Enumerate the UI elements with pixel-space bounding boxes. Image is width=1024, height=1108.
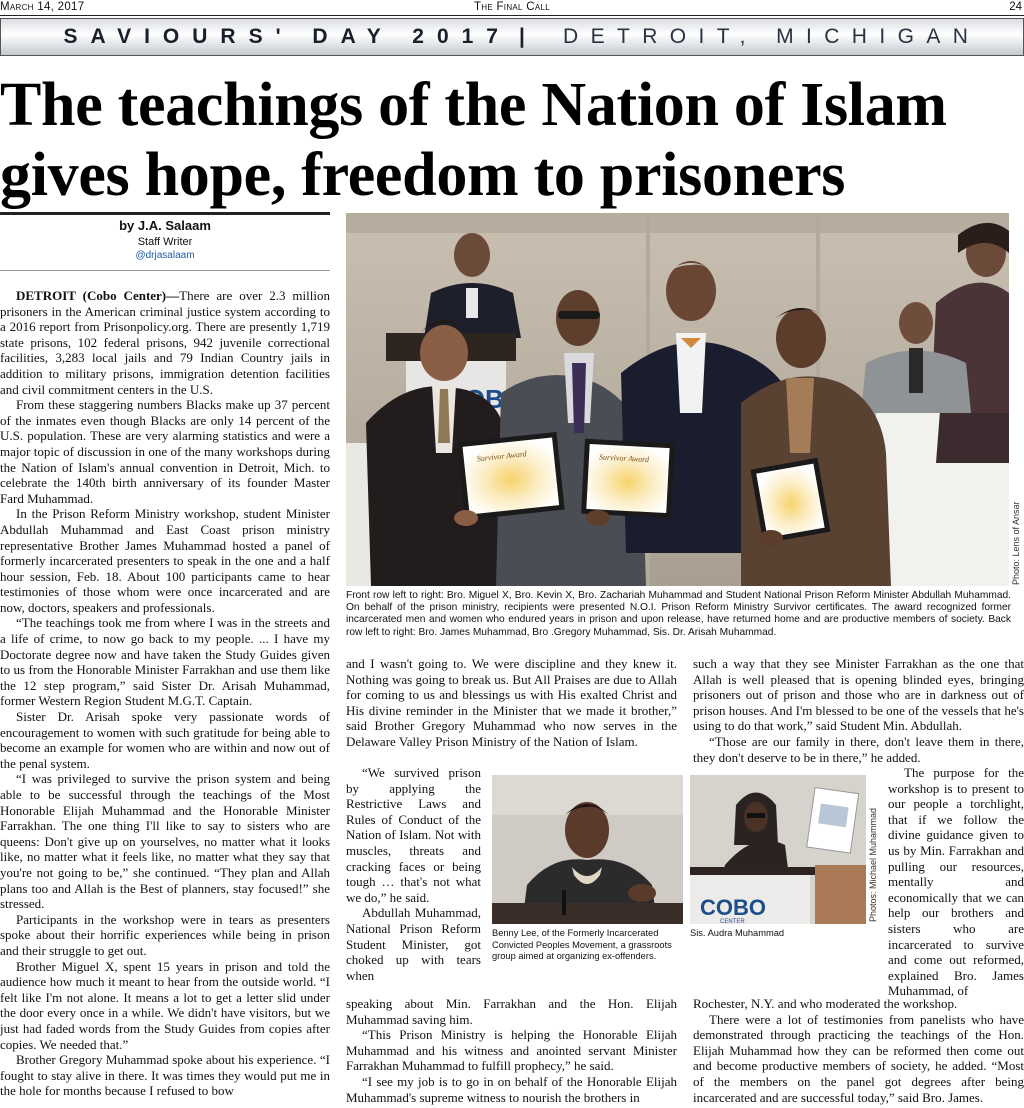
section-banner (0, 18, 1024, 56)
paragraph: “I was privileged to survive the prison system and being able to be successful through the teachings of the Most Honorable Elijah Muhammad and the Honorable Minister Farrakhan. The one thing I'll like to say to sisters who are queens: Don't give up on yourselves, no matter what it looks like, no matter what it feels like, no matter what they say that you're not going to be,” she continued. “They plan and Allah plans too and Allah is the Best of planners, stay focused!” she stressed. (0, 771, 330, 912)
certificate-heading: Survivor Award (476, 449, 528, 464)
paragraph: There were a lot of testimonies from panelists who have demonstrated through practicing the teachings of the Hon. Elijah Muhammad how they can be reformed then come out and become productive members of society, he added. “Most of the members on the panel got degrees after being incarcerated and are successful today,” said Bro. James. (693, 1011, 1024, 1105)
banner-separator: | (519, 25, 525, 48)
main-photo-caption: Front row left to right: Bro. Miguel X, Bro. Kevin X, Bro. Zachariah Muhammad and Student National Prison Reform Minister Abdullah Muhammad. On behalf of the prison ministry, recipients were presented N.O.I. Prison Reform Ministry Survivor certificates. The award recognized former incarcerated men and women who endured years in prison and upon release, have returned home and are productive members of society. Back row left to right: Bro. James Muhammad, Bro .Gregory Muhammad, Sis. Dr. Arisah Muhammad. (346, 590, 1011, 638)
article-column-3-narrow (888, 765, 1024, 999)
photo-benny-lee (492, 775, 683, 924)
article-column-2-bottom (346, 996, 677, 1105)
article-column-3-top (693, 656, 1024, 765)
paragraph: “This Prison Ministry is helping the Honorable Elijah Muhammad and his witness and anointed servant Minister Farrakhan Muhammad to fulfill prophecy,” he said. (346, 1027, 677, 1074)
small-photos-credit: Photos: Michael Muhammad (868, 807, 878, 922)
article-column-1 (0, 288, 330, 1099)
paragraph: “Those are our family in there, don't leave them in there, they don't deserve to be in there,” he added. (693, 733, 1024, 765)
podium-sign-text: COBO (700, 895, 766, 920)
paragraph: “I see my job is to go in on behalf of the Honorable Elijah Muhammad's supreme witness to nourish the brothers in (346, 1073, 677, 1105)
photo-benny-lee-caption: Benny Lee, of the Formerly Incarcerated Convicted Peoples Movement, a grassroots group aimed at organizing ex-offenders. (492, 928, 672, 961)
paragraph: From these staggering numbers Blacks make up 37 percent of the inmates even though Blacks are only 14 percent of the U.S. population. These are very alarming statistics and were a major topic of discussion in one of the many workshops during the Nation of Islam's annual convention in Detroit, Mich. to celebrate the 140th birth anniversary of its founder Master Fard Muhammad. (0, 397, 330, 506)
article-column-2-narrow (346, 765, 481, 983)
byline-author: by J.A. Salaam (119, 218, 211, 233)
page-number: 24 (1009, 1, 1022, 13)
paragraph: In the Prison Reform Ministry workshop, student Minister Abdullah Muhammad and East Coast prison ministry representative Brother James Muhammad hosted a panel of formerly incarcerated presenters to speak in the one and a half hour session, Feb. 18. About 100 participants came to hear testimonies of those whom were once incarcerated and are now, doctors, speakers and professionals. (0, 506, 330, 615)
paragraph: Rochester, N.Y. and who moderated the workshop. (693, 996, 958, 1011)
header-rule (0, 15, 1024, 16)
paragraph: Sister Dr. Arisah spoke very passionate words of encouragement to women with such gratitude for being able to become an example for women who are within and now out of the penal system. (0, 709, 330, 771)
byline-divider (0, 270, 330, 271)
article-column-2-top (346, 656, 677, 750)
byline-role: Staff Writer (137, 236, 193, 248)
paragraph: speaking about Min. Farrakhan and the Hon. Elijah Muhammad saving him. (346, 996, 677, 1027)
banner-location: DETROIT, MICHIGAN (563, 25, 981, 48)
dateline: DETROIT (Cobo Center)— (16, 288, 180, 303)
paragraph: Abdullah Muhammad, National Prison Reform Student Minister, got choked up with tears when (346, 905, 481, 983)
certificate-heading: Survivor Award (598, 452, 650, 465)
paragraph: “We survived prison by applying the Restrictive Laws and Rules of Conduct of the Nation of Islam. Not with muscles, threats and cracking faces or being tough … that's not what we do,” he said. (346, 765, 481, 905)
main-photo (346, 213, 1009, 586)
issue-date: March 14, 2017 (0, 1, 85, 13)
paragraph: The purpose for the workshop is to present to our people a torchlight, that if we follow the divine guidance given to us by Min. Farrakhan and pulling our resources, mentally and economically that we can help our brothers and sisters who are incarcerated to survive and come out reformed, explained Bro. James Muhammad, of (888, 765, 1024, 999)
paragraph: such a way that they see Minister Farrakhan as the one that Allah is well pleased that is opening blinded eyes, bringing prisoners out of prison and those who are in darkness out of prison houses. And I'm blessed to be one of the vessels that he's using to do that work,” said Student Min. Abdullah. (693, 656, 1024, 734)
article-column-3-bottom (693, 996, 1024, 1105)
paragraph: Brother Gregory Muhammad spoke about his experience. “I fought to stay alive in there. It was times they would put me in the hole for months because I refused to bow (0, 1052, 330, 1099)
paragraph: “The teachings took me from where I was in the streets and a life of crime, to now go back to my people. ... I have my Doctorate degree now and have taken the Study Guides given to us from the Honorable Minister Farrakhan and use them like the 12 step program,” said Sister Dr. Arisah Muhammad, former Western Region Student M.G.T. Captain. (0, 615, 330, 709)
byline-rule (0, 212, 330, 215)
paragraph: Brother Miguel X, spent 15 years in prison and told the audience how much it meant to hear from the outside world. “I felt like I'm not alone. It means a lot to get a letter slid under the door every once in a while. We didn't have visitors, but we just had faded words from the Study Guides from copies after copies. We needed that.” (0, 958, 330, 1052)
publication-name: The Final Call (473, 1, 551, 13)
podium-sign-subtext: CENTER (720, 919, 745, 924)
banner-event: SAVIOURS' DAY 2017 (63, 25, 511, 48)
paragraph: and I wasn't going to. We were discipline and they knew it. Nothing was going to break us. But All Praises are due to Allah for coming to us and blessings us with His exalted Christ and His divine reminder in the Minister that we made it brother,” said Brother Gregory Muhammad who now serves in the Delaware Valley Prison Ministry of the Nation of Islam. (346, 656, 677, 749)
main-photo-credit: Photo: Lens of Ansar (1011, 501, 1021, 585)
photo-audra-muhammad-caption: Sis. Audra Muhammad (690, 928, 785, 938)
paragraph: Participants in the workshop were in tears as presenters spoke about their horrific experiences while being in prison and their struggle to get out. (0, 911, 330, 958)
photo-audra-muhammad (690, 775, 866, 924)
paragraph: DETROIT (Cobo Center)—There are over 2.3 million prisoners in the American criminal justice system according to a 2016 report from Prisonpolicy.org. There are presently 1,719 state prisons, 102 federal prisons, 942 juvenile correctional facilities, 3,283 local jails and 79 Indian Country jails in addition to military prisons, immigration detention facilities and civil commitment centers in the U.S. (0, 288, 330, 397)
byline-handle[interactable]: @drjasalaam (135, 250, 195, 261)
headline: The teachings of the Nation of Islam gives hope, freedom to prisoners (0, 71, 947, 209)
